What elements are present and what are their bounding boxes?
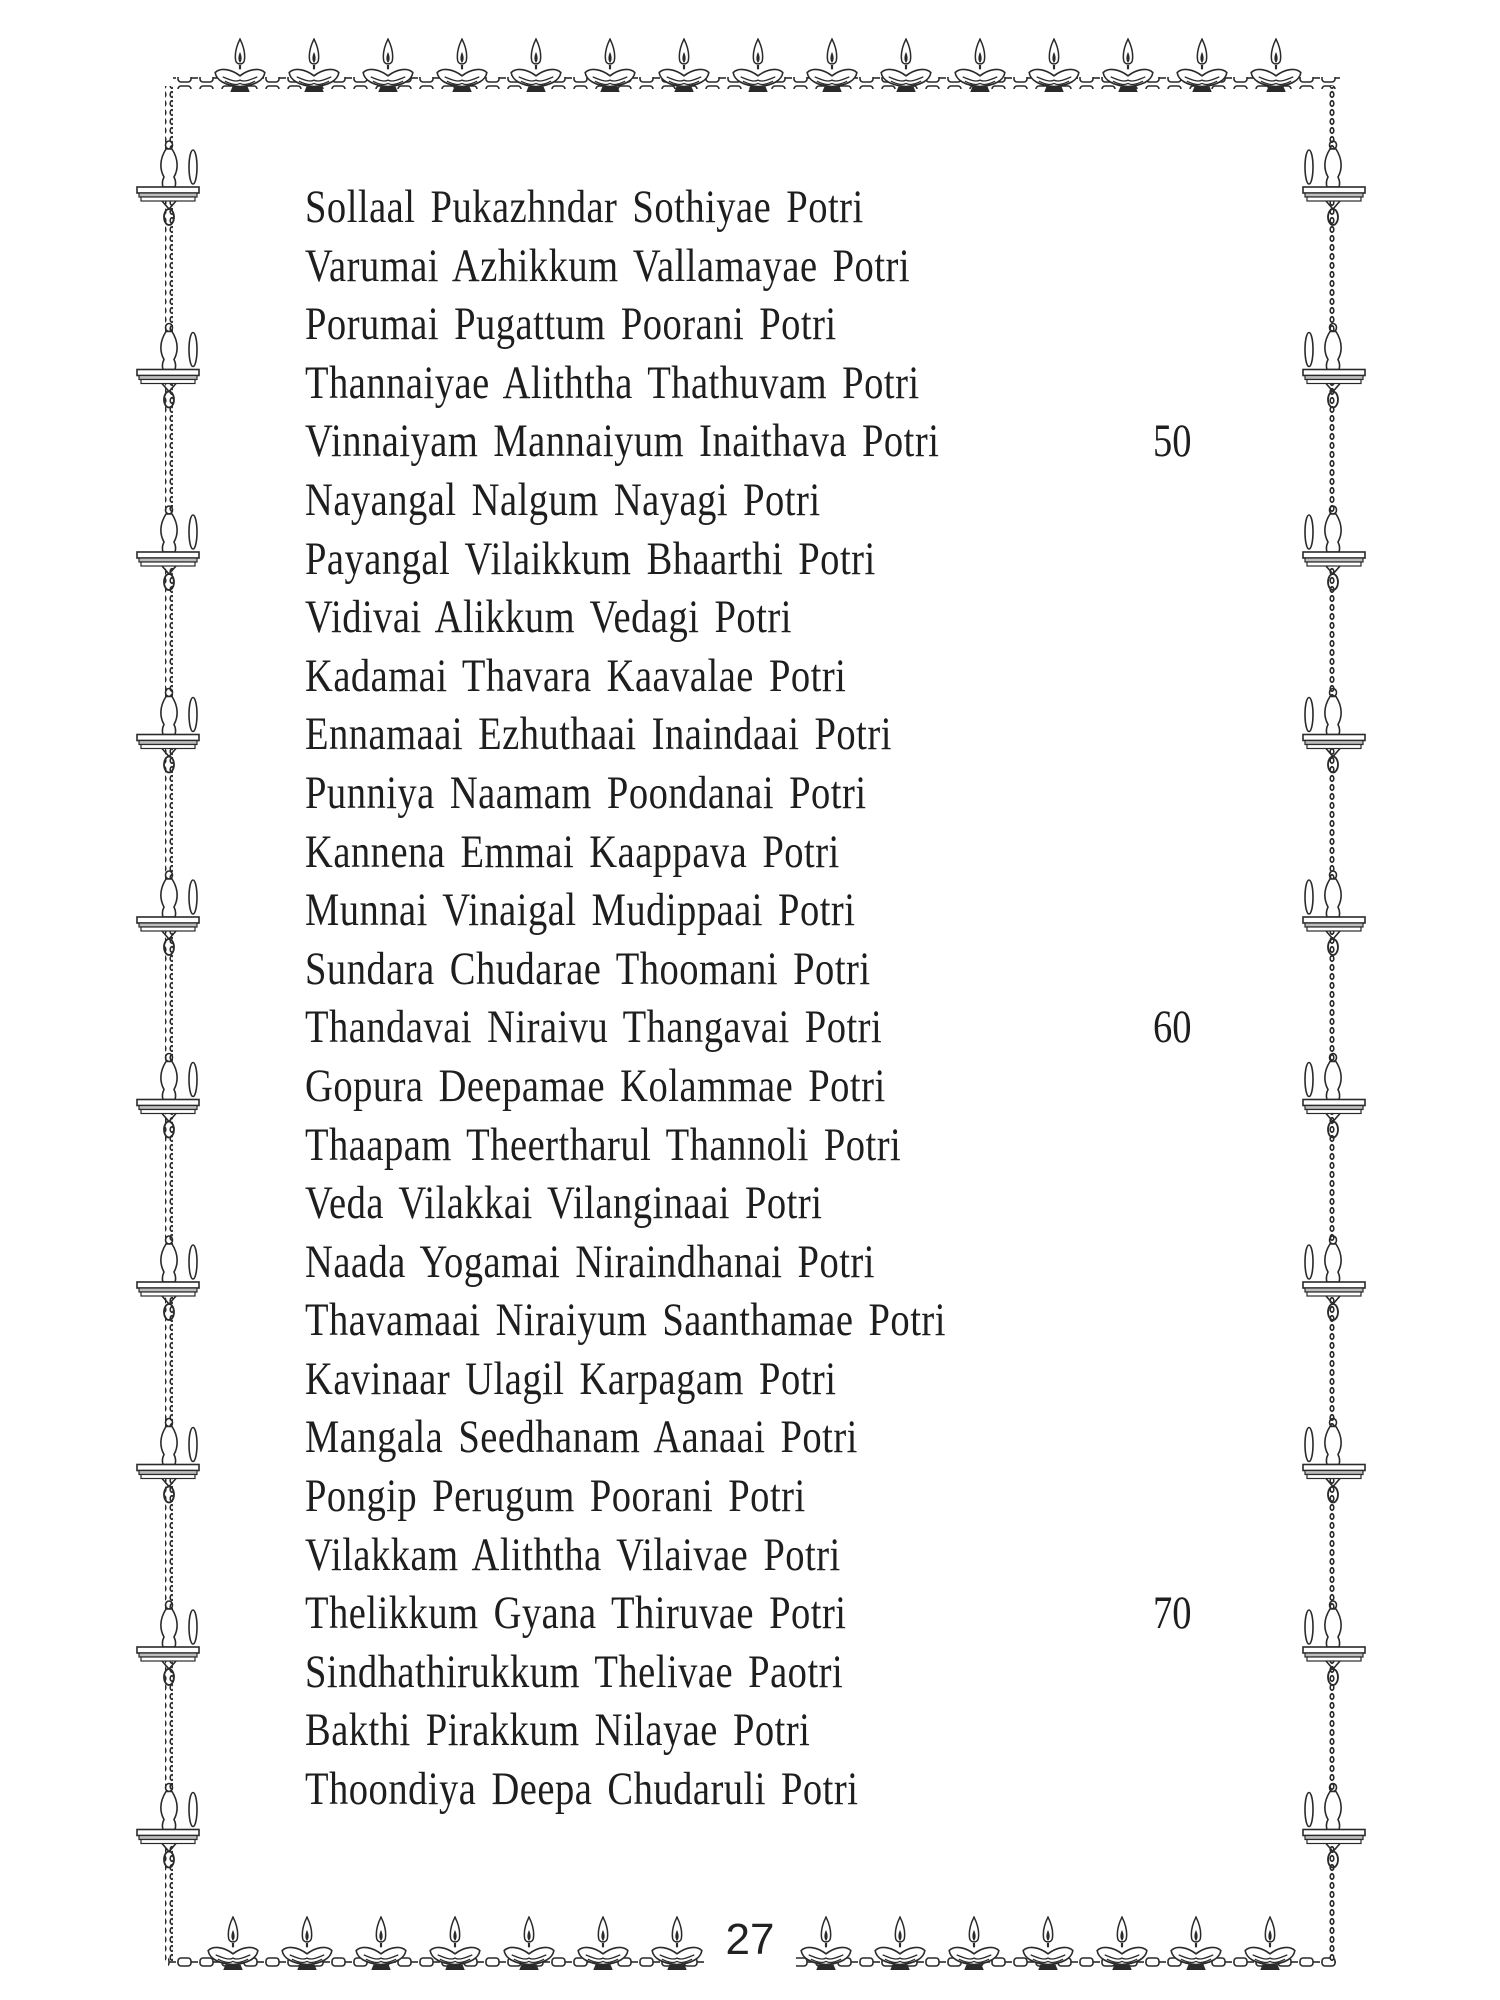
verse-text: Thaapam Theertharul Thannoli Potri	[305, 1118, 902, 1171]
verse-line	[305, 1408, 1205, 1467]
verse-text: Sundara Chudarae Thoomani Potri	[305, 942, 871, 995]
page-number: 27	[725, 1915, 775, 1964]
verse-text: Vinnaiyam Mannaiyum Inaithava Potri	[305, 415, 940, 468]
verse-text: Punniya Naamam Poondanai Potri	[305, 766, 867, 819]
verse-text: Munnai Vinaigal Mudippaai Potri	[305, 884, 856, 937]
verse-line	[305, 295, 1205, 354]
verse-text: Kadamai Thavara Kaavalae Potri	[305, 649, 847, 702]
verse-line	[305, 1584, 1205, 1643]
verse-text: Thavamaai Niraiyum Saanthamae Potri	[305, 1294, 946, 1347]
verse-text: Kavinaar Ulagil Karpagam Potri	[305, 1352, 837, 1405]
verse-text: Naada Yogamai Niraindhanai Potri	[305, 1235, 875, 1288]
verse-line	[305, 1233, 1205, 1292]
verse-text: Nayangal Nalgum Nayagi Potri	[305, 473, 821, 526]
verse-text: Veda Vilakkai Vilanginaai Potri	[305, 1177, 823, 1230]
verse-text: Thannaiyae Aliththa Thathuvam Potri	[305, 356, 920, 409]
verse-text: Mangala Seedhanam Aanaai Potri	[305, 1411, 858, 1464]
verse-line	[305, 1701, 1205, 1760]
verse-line	[305, 764, 1205, 823]
verse-line	[305, 1057, 1205, 1116]
verse-line	[305, 471, 1205, 530]
verse-line	[305, 530, 1205, 589]
verse-line	[305, 647, 1205, 706]
verse-text: Sindhathirukkum Thelivae Paotri	[305, 1645, 844, 1698]
verse-text: Thandavai Niraivu Thangavai Potri	[305, 1001, 883, 1054]
verse-line	[305, 588, 1205, 647]
verse-text: Thelikkum Gyana Thiruvae Potri	[305, 1587, 847, 1640]
verse-list	[305, 178, 1205, 1819]
verse-line	[305, 1116, 1205, 1175]
verse-line	[305, 998, 1205, 1057]
verse-text: Thoondiya Deepa Chudaruli Potri	[305, 1763, 859, 1816]
verse-line	[305, 1291, 1205, 1350]
verse-line	[305, 1174, 1205, 1233]
verse-line	[305, 1526, 1205, 1585]
verse-count-marker: 50	[1153, 415, 1192, 468]
verse-text: Gopura Deepamae Kolammae Potri	[305, 1059, 886, 1112]
verse-line	[305, 178, 1205, 237]
verse-line	[305, 237, 1205, 296]
verse-text: Vidivai Alikkum Vedagi Potri	[305, 591, 792, 644]
verse-line	[305, 940, 1205, 999]
verse-line	[305, 705, 1205, 764]
verse-count-marker: 60	[1153, 1001, 1192, 1054]
verse-text: Sollaal Pukazhndar Sothiyae Potri	[305, 181, 864, 233]
verse-line	[305, 1350, 1205, 1409]
verse-text: Payangal Vilaikkum Bhaarthi Potri	[305, 532, 876, 585]
verse-text: Vilakkam Aliththa Vilaivae Potri	[305, 1528, 841, 1581]
verse-text: Pongip Perugum Poorani Potri	[305, 1470, 806, 1523]
verse-text: Bakthi Pirakkum Nilayae Potri	[305, 1704, 811, 1757]
verse-text: Porumai Pugattum Poorani Potri	[305, 298, 837, 351]
verse-line	[305, 354, 1205, 413]
verse-line	[305, 1643, 1205, 1702]
verse-text: Ennamaai Ezhuthaai Inaindaai Potri	[305, 708, 892, 761]
verse-text: Kannena Emmai Kaappava Potri	[305, 825, 840, 878]
verse-count-marker: 70	[1153, 1587, 1192, 1640]
verse-line	[305, 1760, 1205, 1819]
verse-line	[305, 412, 1205, 471]
verse-line	[305, 1467, 1205, 1526]
verse-line	[305, 823, 1205, 882]
verse-line	[305, 881, 1205, 940]
verse-text: Varumai Azhikkum Vallamayae Potri	[305, 239, 911, 292]
